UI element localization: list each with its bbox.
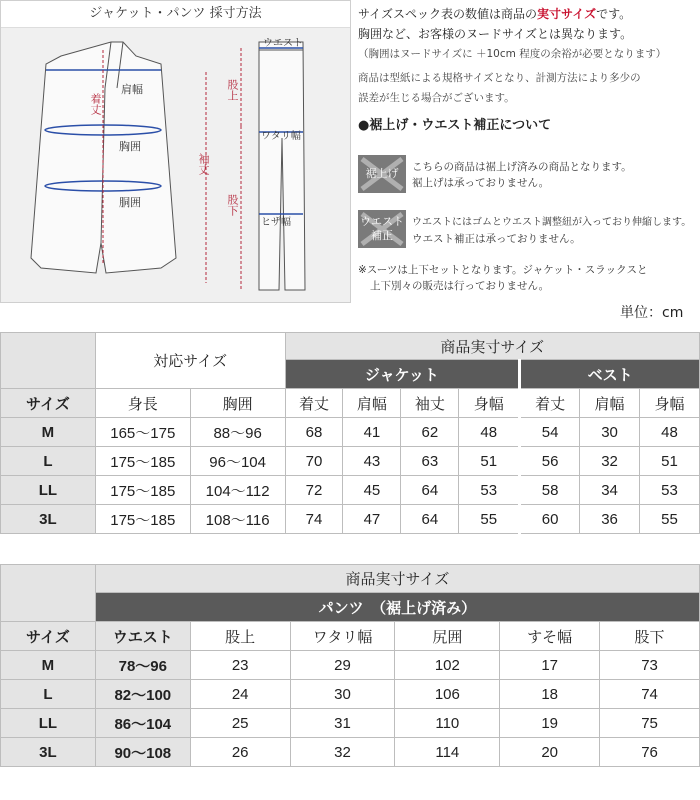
cell: 41 (343, 418, 401, 447)
hemming-text-1: こちらの商品は裾上げ済みの商品となります。 (412, 161, 632, 173)
cell: 18 (500, 680, 600, 709)
table-row (1, 418, 700, 447)
cell: 82～100 (95, 680, 190, 709)
cell: 74 (285, 505, 343, 534)
label-doumawari: 胴囲 (119, 196, 141, 209)
cell: 76 (600, 738, 700, 767)
cell: 45 (343, 476, 401, 505)
cell: 63 (401, 447, 459, 476)
cell: 54 (520, 418, 580, 447)
table1-taiou: 対応サイズ (95, 333, 285, 389)
cell: 110 (395, 709, 500, 738)
cell: 20 (500, 738, 600, 767)
cell: 51 (459, 447, 520, 476)
cell: 175～185 (95, 476, 190, 505)
cell: 56 (520, 447, 580, 476)
label-katahaba: 肩幅 (121, 83, 143, 96)
col-size: サイズ (1, 622, 96, 651)
cell: 55 (459, 505, 520, 534)
table-row (1, 505, 700, 534)
col-vest-width: 身幅 (640, 389, 700, 418)
cell: 30 (290, 680, 395, 709)
cell: 24 (190, 680, 290, 709)
cell: 90～108 (95, 738, 190, 767)
waist-badge-label-2: 補正 (371, 229, 393, 242)
cell: L (1, 447, 96, 476)
waist-text-1: ウエストにはゴムとウエスト調整紐が入っており伸縮します。 (412, 217, 692, 228)
cell: 3L (1, 505, 96, 534)
cell: 53 (640, 476, 700, 505)
label-watari: ワタリ幅 (261, 131, 301, 142)
table-row (1, 476, 700, 505)
table1-vest: ベスト (520, 360, 700, 389)
col-vest-shoulder: 肩幅 (580, 389, 640, 418)
cell: 88～96 (190, 418, 285, 447)
col-jacket-length: 着丈 (285, 389, 343, 418)
note-1: ※スーツは上下セットとなります。ジャケット・スラックスと (358, 264, 648, 276)
cell: 96～104 (190, 447, 285, 476)
section-title: ●裾上げ・ウエスト補正について (358, 118, 552, 133)
label-yukitake: 袖丈 (197, 153, 210, 175)
table-row (1, 651, 700, 680)
cell: 108～116 (190, 505, 285, 534)
info-line-1: サイズスペック表の数値は商品の実寸サイズです。 (358, 7, 632, 21)
table2-corner (1, 565, 96, 622)
cell: 17 (500, 651, 600, 680)
cell: 78～96 (95, 651, 190, 680)
col-hip: 尻囲 (395, 622, 500, 651)
hemming-text-2: 裾上げは承っておりません。 (412, 177, 550, 189)
garment-illustration (1, 28, 350, 302)
cell: 48 (640, 418, 700, 447)
cell: 165～175 (95, 418, 190, 447)
cell: 114 (395, 738, 500, 767)
cell: 104～112 (190, 476, 285, 505)
cell: 3L (1, 738, 96, 767)
col-rise: 股上 (190, 622, 290, 651)
waist-badge (358, 210, 406, 248)
pants-size-table (0, 564, 700, 767)
cell: 25 (190, 709, 290, 738)
cell: LL (1, 709, 96, 738)
cell: 32 (580, 447, 640, 476)
table-row (1, 709, 700, 738)
info-line-5: 誤差が生じる場合がございます。 (358, 92, 515, 104)
info-line-4: 商品は型紙による規格サイズとなり、計測方法により多少の (358, 72, 641, 84)
col-hem: すそ幅 (500, 622, 600, 651)
cell: 86～104 (95, 709, 190, 738)
cell: 70 (285, 447, 343, 476)
col-jacket-shoulder: 肩幅 (343, 389, 401, 418)
cell: 48 (459, 418, 520, 447)
cell: 72 (285, 476, 343, 505)
col-jacket-sleeve: 袖丈 (401, 389, 459, 418)
table1-jacket: ジャケット (285, 360, 520, 389)
col-waist: ウエスト (95, 622, 190, 651)
cell: 55 (640, 505, 700, 534)
info-line-2: 胸囲など、お客様のヌードサイズとは異なります。 (358, 27, 633, 41)
size-info (358, 4, 698, 136)
col-vest-length: 着丈 (520, 389, 580, 418)
cell: L (1, 680, 96, 709)
cell: 58 (520, 476, 580, 505)
col-inseam: 股下 (600, 622, 700, 651)
table-row (1, 738, 700, 767)
col-jacket-width: 身幅 (459, 389, 520, 418)
table1-corner (1, 333, 96, 389)
cell: 60 (520, 505, 580, 534)
hemming-badge (358, 155, 406, 193)
cell: 23 (190, 651, 290, 680)
waist-text-2: ウエスト補正は承っておりません。 (412, 233, 581, 245)
table2-jitsu: 商品実寸サイズ (95, 565, 699, 593)
cell: 73 (600, 651, 700, 680)
note-2: 上下別々の販売は行っておりません。 (370, 280, 550, 292)
cell: 64 (401, 505, 459, 534)
cell: 175～185 (95, 447, 190, 476)
jacket-vest-size-table (0, 332, 700, 534)
col-height: 身長 (95, 389, 190, 418)
cell: 31 (290, 709, 395, 738)
waist-badge-label-1: ウエスト (360, 215, 404, 228)
cell: 32 (290, 738, 395, 767)
cell: 53 (459, 476, 520, 505)
table2-pants: パンツ （裾上げ済み） (95, 593, 699, 622)
cell: 175～185 (95, 505, 190, 534)
table1-jitsu: 商品実寸サイズ (285, 333, 699, 360)
cell: 64 (401, 476, 459, 505)
cell: 36 (580, 505, 640, 534)
cell: 26 (190, 738, 290, 767)
cell: M (1, 651, 96, 680)
cell: M (1, 418, 96, 447)
cell: 68 (285, 418, 343, 447)
col-size: サイズ (1, 389, 96, 418)
col-thigh: ワタリ幅 (290, 622, 395, 651)
cell: 43 (343, 447, 401, 476)
cell: 106 (395, 680, 500, 709)
cell: 19 (500, 709, 600, 738)
label-hiza: ヒザ幅 (261, 217, 291, 228)
label-kitake: 着丈 (89, 93, 102, 115)
diagram-title: ジャケット・パンツ 採寸方法 (1, 1, 350, 28)
hemming-badge-label: 裾上げ (365, 167, 399, 180)
cell: 62 (401, 418, 459, 447)
cell: 102 (395, 651, 500, 680)
measurement-diagram (0, 0, 351, 303)
cell: 74 (600, 680, 700, 709)
info-line-3: （胸囲はヌードサイズに ＋10cm 程度の余裕が必要となります） (358, 48, 667, 60)
label-munamawari: 胸囲 (119, 140, 141, 153)
cell: 51 (640, 447, 700, 476)
cell: 30 (580, 418, 640, 447)
label-mata-shita: 股下 (226, 194, 239, 216)
cell: 34 (580, 476, 640, 505)
cell: 75 (600, 709, 700, 738)
label-waist: ウエスト (263, 38, 303, 49)
cell: LL (1, 476, 96, 505)
label-mata-ue: 股上 (226, 79, 239, 101)
cell: 29 (290, 651, 395, 680)
unit-label: 単位：cm (620, 305, 684, 321)
table-row (1, 680, 700, 709)
col-chest: 胸囲 (190, 389, 285, 418)
cell: 47 (343, 505, 401, 534)
table-row (1, 447, 700, 476)
